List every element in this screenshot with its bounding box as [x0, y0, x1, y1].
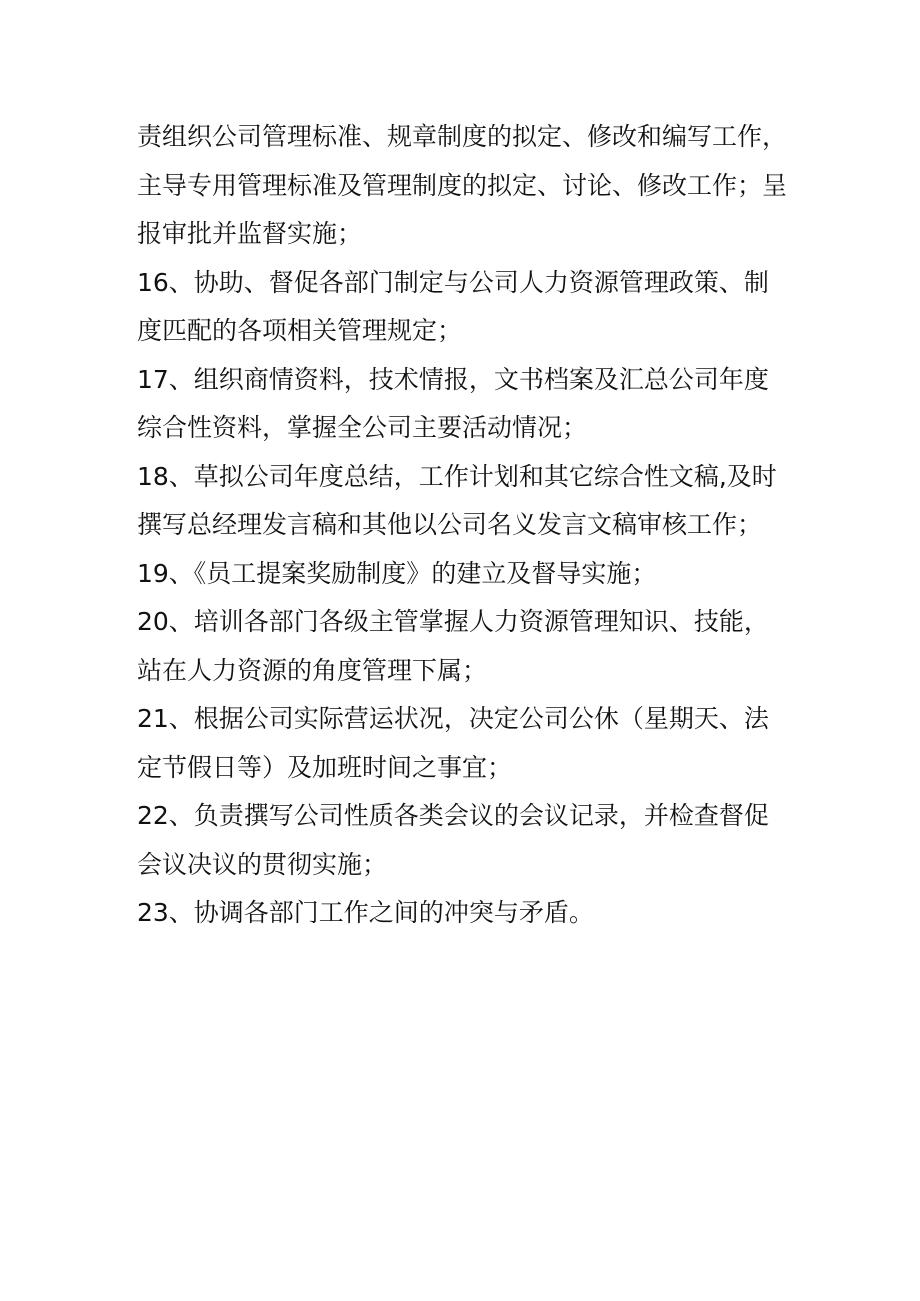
list-item-18: 18、草拟公司年度总结，工作计划和其它综合性文稿,及时 [137, 461, 777, 491]
text-line: 综合性资料，掌握全公司主要活动情况； [137, 413, 588, 442]
list-item-20: 20、培训各部门各级主管掌握人力资源管理知识、技能， [137, 607, 769, 636]
text-line: 度匹配的各项相关管理规定； [137, 316, 463, 345]
text-line: 报审批并监督实施； [137, 219, 363, 248]
list-item-17: 17、组织商情资料，技术情报，文书档案及汇总公司年度 [137, 364, 769, 394]
text-line: 责组织公司管理标准、规章制度的拟定、修改和编写工作， [137, 122, 788, 151]
text-line: 主导专用管理标准及管理制度的拟定、讨论、修改工作；呈 [137, 170, 788, 200]
list-item-19: 19、《员工提案奖励制度》的建立及督导实施； [137, 558, 657, 588]
document-body [137, 113, 797, 938]
list-item-21: 21、根据公司实际营运状况，决定公司公休（星期天、法 [137, 704, 769, 733]
list-item-16: 16、协助、督促各部门制定与公司人力资源管理政策、制 [137, 267, 769, 297]
text-line: 会议决议的贯彻实施； [137, 849, 388, 879]
list-item-22: 22、负责撰写公司性质各类会议的会议记录，并检查督促 [137, 801, 769, 830]
text-line: 定节假日等）及加班时间之事宜； [137, 752, 513, 782]
text-line: 撰写总经理发言稿和其他以公司名义发言文稿审核工作； [137, 510, 763, 539]
text-line: 站在人力资源的角度管理下属； [137, 655, 488, 685]
list-item-23: 23、协调各部门工作之间的冲突与矛盾。 [137, 898, 594, 927]
